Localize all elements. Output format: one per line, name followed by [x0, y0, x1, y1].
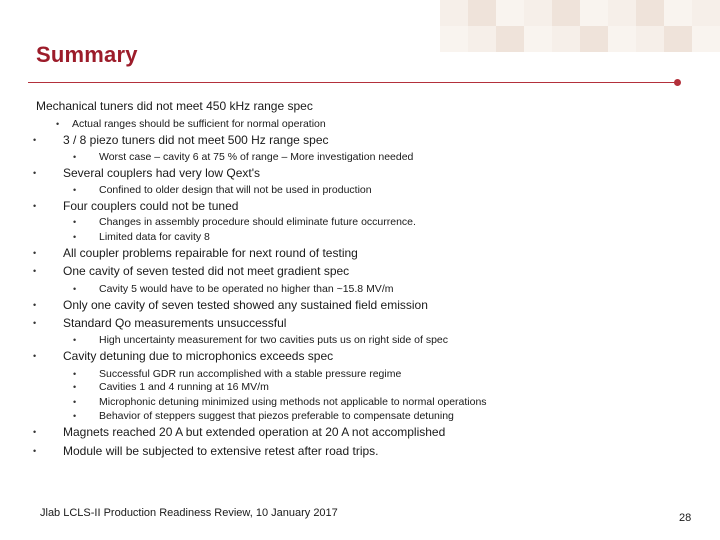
bullet-item-text: Four couplers could not be tuned: [63, 199, 239, 213]
bullet-item-text: Standard Qo measurements unsuccessful: [63, 316, 287, 330]
sub-bullet-marker: •: [73, 185, 77, 195]
bullet-marker: •: [33, 135, 37, 145]
sub-bullet-marker: •: [73, 232, 77, 242]
sub-bullet-marker: •: [73, 382, 77, 392]
sub-bullet-text: Cavity 5 would have to be operated no higher than ~15.8 MV/m: [99, 283, 394, 295]
bullet-item-text: 3 / 8 piezo tuners did not meet 500 Hz range spec: [63, 133, 329, 147]
bullet-marker: •: [33, 248, 37, 258]
sub-bullet-marker: •: [73, 152, 77, 162]
bullet-item-text: Module will be subjected to extensive retest after road trips.: [63, 444, 379, 458]
sub-bullet-text: Limited data for cavity 8: [99, 231, 210, 243]
slide-title: Summary: [36, 42, 138, 67]
sub-bullet-marker: •: [73, 284, 77, 294]
bullet-item-text: Magnets reached 20 A but extended operation at 20 A not accomplished: [63, 425, 446, 439]
bullet-marker: •: [33, 266, 37, 276]
slide-footer: Jlab LCLS-II Production Readiness Review, 10 January 2017: [40, 507, 338, 519]
sub-bullet-marker: •: [73, 217, 77, 227]
sub-bullet-text: High uncertainty measurement for two cavities puts us on right side of spec: [99, 334, 449, 346]
sub-bullet-text: Cavities 1 and 4 running at 16 MV/m: [99, 381, 269, 393]
sub-bullet-text: Behavior of steppers suggest that piezos preferable to compensate detuning: [99, 410, 454, 422]
sub-bullet-marker: •: [73, 369, 77, 379]
bullet-marker: •: [33, 300, 37, 310]
bullet-item-text: Cavity detuning due to microphonics exceeds spec: [63, 349, 334, 363]
bullet-item-text: Several couplers had very low Qext's: [63, 166, 261, 180]
bullet-marker: •: [33, 446, 37, 456]
bullet-marker: •: [33, 427, 37, 437]
bullet-item-text: All coupler problems repairable for next round of testing: [63, 246, 358, 260]
sub-bullet-text: Successful GDR run accomplished with a stable pressure regime: [99, 368, 402, 380]
sub-bullet-marker: •: [73, 335, 77, 345]
sub-bullet-text: Microphonic detuning minimized using methods not applicable to normal operations: [99, 396, 487, 408]
sub-bullet-text: Changes in assembly procedure should eliminate future occurrence.: [99, 216, 416, 228]
sub-bullet-marker: •: [73, 397, 77, 407]
sub-bullet-text: Worst case – cavity 6 at 75 % of range – More investigation needed: [99, 151, 414, 163]
bullet-item-text: One cavity of seven tested did not meet gradient spec: [63, 264, 350, 278]
bullet-marker: •: [33, 201, 37, 211]
page-number: 28: [679, 512, 692, 524]
sub-bullet-marker: •: [73, 411, 77, 421]
sub-bullet-text: Confined to older design that will not be used in production: [99, 184, 372, 196]
intro-text: Mechanical tuners did not meet 450 kHz range spec: [36, 99, 313, 113]
bullet-marker: •: [33, 351, 37, 361]
bullet-marker: •: [33, 168, 37, 178]
sub-bullet-marker: •: [56, 119, 60, 129]
bullet-marker: •: [33, 318, 37, 328]
bullet-item-text: Only one cavity of seven tested showed any sustained field emission: [63, 298, 428, 312]
sub-bullet-text: Actual ranges should be sufficient for normal operation: [72, 118, 326, 130]
